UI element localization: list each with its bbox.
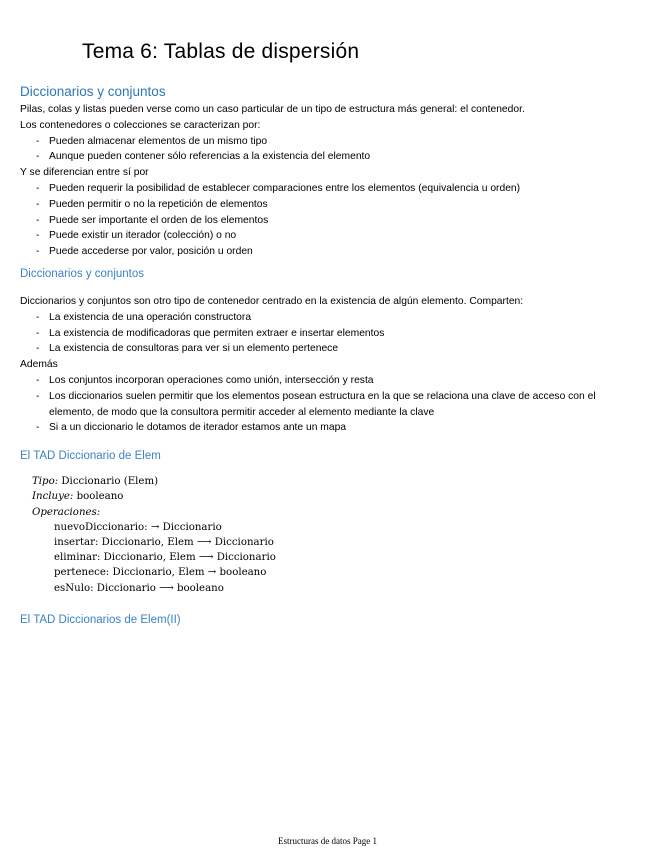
list-item: - Aunque pueden contener sólo referencias a la existencia del elemento [36,149,640,165]
tad-specification [32,474,640,596]
list-item: - Los diccionarios suelen permitir que los elementos posean estructura en la que se relaciona una clave de acceso con el elemento, de modo que la consultora permitir acceder al elemento mediante la clave [36,389,640,421]
list-item: - Puede existir un iterador (colección) o no [36,228,640,244]
tad-operation: eliminar: Diccionario, Elem ⟶ Diccionario [54,552,276,564]
tad-incluye-line [32,489,640,504]
section-heading-tad-diccionarios-ii: El TAD Diccionarios de Elem(II) [20,613,181,626]
list-item: - La existencia de una operación constructora [36,310,640,326]
bullet-list [20,181,640,260]
list-item: - Los conjuntos incorporan operaciones como unión, intersección y resta [36,373,640,389]
list-item: - Pueden requerir la posibilidad de establecer comparaciones entre los elementos (equivalencia u orden) [36,181,640,197]
paragraph: Además [20,359,58,371]
tad-incluye-label: Incluye: [32,491,74,503]
list-item: - La existencia de consultoras para ver si un elemento pertenece [36,341,640,357]
page-footer: Estructuras de datos Page 1 [278,836,377,846]
tad-tipo-label: Tipo: [32,476,59,488]
list-item: - Pueden almacenar elementos de un mismo tipo [36,134,640,150]
tad-tipo-line [32,474,640,489]
tad-operation: nuevoDiccionario: → Diccionario [54,521,222,533]
page-title: Tema 6: Tablas de dispersión [82,40,360,63]
list-item: - Puede accederse por valor, posición u orden [36,244,640,260]
page-content [20,84,640,626]
tad-operation: pertenece: Diccionario, Elem → booleano [54,567,267,579]
bullet-list [20,373,640,436]
list-item: - Pueden permitir o no la repetición de elementos [36,197,640,213]
tad-tipo-value: Diccionario (Elem) [61,476,159,488]
section-heading-diccionarios-conjuntos-2: Diccionarios y conjuntos [20,267,145,280]
tad-operaciones-label: Operaciones: [32,506,101,518]
tad-operation: insertar: Diccionario, Elem ⟶ Diccionario [54,536,274,548]
section-heading-tad-diccionario: El TAD Diccionario de Elem [20,450,161,463]
tad-operation: esNulo: Diccionario ⟶ booleano [54,582,224,594]
list-item: - La existencia de modificadoras que permiten extraer e insertar elementos [36,326,640,342]
paragraph: Y se diferencian entre sí por [20,167,149,179]
section-heading-diccionarios-conjuntos: Diccionarios y conjuntos [20,84,166,99]
tad-incluye-value: booleano [76,491,124,503]
list-item: - Si a un diccionario le dotamos de iterador estamos ante un mapa [36,420,640,436]
paragraph: Diccionarios y conjuntos son otro tipo de contenedor centrado en la existencia de algún elemento. Comparten: [20,295,524,307]
bullet-list [20,310,640,357]
tad-operations-list [32,520,640,596]
bullet-list [20,134,640,166]
list-item: - Puede ser importante el orden de los elementos [36,213,640,229]
paragraph: Pilas, colas y listas pueden verse como un caso particular de un tipo de estructura más general: el contenedor. [20,104,525,115]
paragraph: Los contenedores o colecciones se caracterizan por: [20,119,261,131]
